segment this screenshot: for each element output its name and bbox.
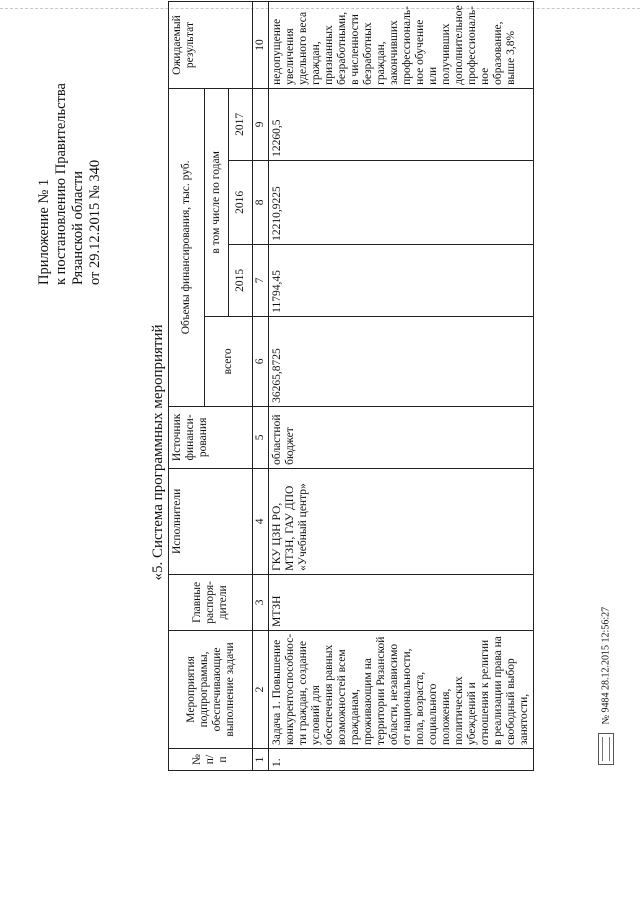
registration-stamp — [598, 607, 614, 765]
column-number: 6 — [253, 316, 269, 406]
region-name: Рязанской области — [70, 171, 86, 285]
column-number: 8 — [253, 160, 269, 244]
header-number: № п/п — [169, 749, 253, 771]
funding-2017: 12260,5 — [269, 88, 534, 160]
registration-number: № 9484 28.12.2015 12:56:27 — [600, 606, 612, 725]
column-number: 7 — [253, 244, 269, 316]
expected-result: недопущение увеличения удельного веса граждан, признанных безработными, в численности безработных граждан, закончивших профессиональ-ное обучение или получивших дополнительное профессиональ-ное образование, выше 3,8% — [269, 2, 534, 89]
funding-2015: 11794,45 — [269, 244, 534, 316]
column-number: 2 — [253, 630, 269, 748]
column-numbers-row — [253, 2, 269, 771]
column-number: 1 — [253, 749, 269, 771]
decree-date-number: от 29.12.2015 № 340 — [87, 159, 103, 285]
header-funding-volume: Объемы финансирования, тыс. руб. — [169, 88, 205, 406]
funding-source: областной бюджет — [269, 406, 534, 468]
header-expected-result: Ожидаемый результат — [169, 2, 253, 89]
header-by-years: в том числе по годам — [205, 88, 229, 316]
column-number: 9 — [253, 88, 269, 160]
funding-total: 36265,8725 — [269, 316, 534, 406]
column-number: 5 — [253, 406, 269, 468]
header-measures: Мероприятия подпрограммы, обеспечивающие выполнение задачи — [169, 630, 253, 748]
appendix-label: Приложение № 1 — [36, 178, 52, 285]
header-executors: Исполнители — [169, 468, 253, 574]
header-year-2017: 2017 — [229, 88, 253, 160]
funding-2016: 12210,9225 — [269, 160, 534, 244]
header-funding-source: Источник финанси-рования — [169, 406, 253, 468]
row-number: 1. — [269, 749, 534, 771]
header-total: всего — [205, 316, 253, 406]
column-number: 3 — [253, 574, 269, 630]
executors: ГКУ ЦЗН РО, МТЗН, ГАУ ДПО «Учебный центр» — [269, 468, 534, 574]
document-header — [36, 15, 104, 285]
header-managers: Главные распоря-дители — [169, 574, 253, 630]
section-title: «5. Система программных мероприятий — [150, 324, 166, 581]
main-manager: МТЗН — [269, 574, 534, 630]
program-measures-table — [168, 1, 534, 771]
header-year-2016: 2016 — [229, 160, 253, 244]
column-number: 4 — [253, 468, 269, 574]
stamp-seal-icon — [598, 733, 614, 765]
column-number: 10 — [253, 2, 269, 89]
table-row — [269, 2, 534, 771]
task-description: Задача 1. Повышение конкурентоспособнос-ти граждан, создание условий для обеспечения равных возможностей всем гражданам, проживающим на территории Рязанской области, независимо от национальности, пола, возраста, социального положения, политических убеждений и отношения к религии в реализации права на свободный выбор занятости, — [269, 630, 534, 748]
header-year-2015: 2015 — [229, 244, 253, 316]
decree-reference: к постановлению Правительства — [53, 83, 69, 285]
